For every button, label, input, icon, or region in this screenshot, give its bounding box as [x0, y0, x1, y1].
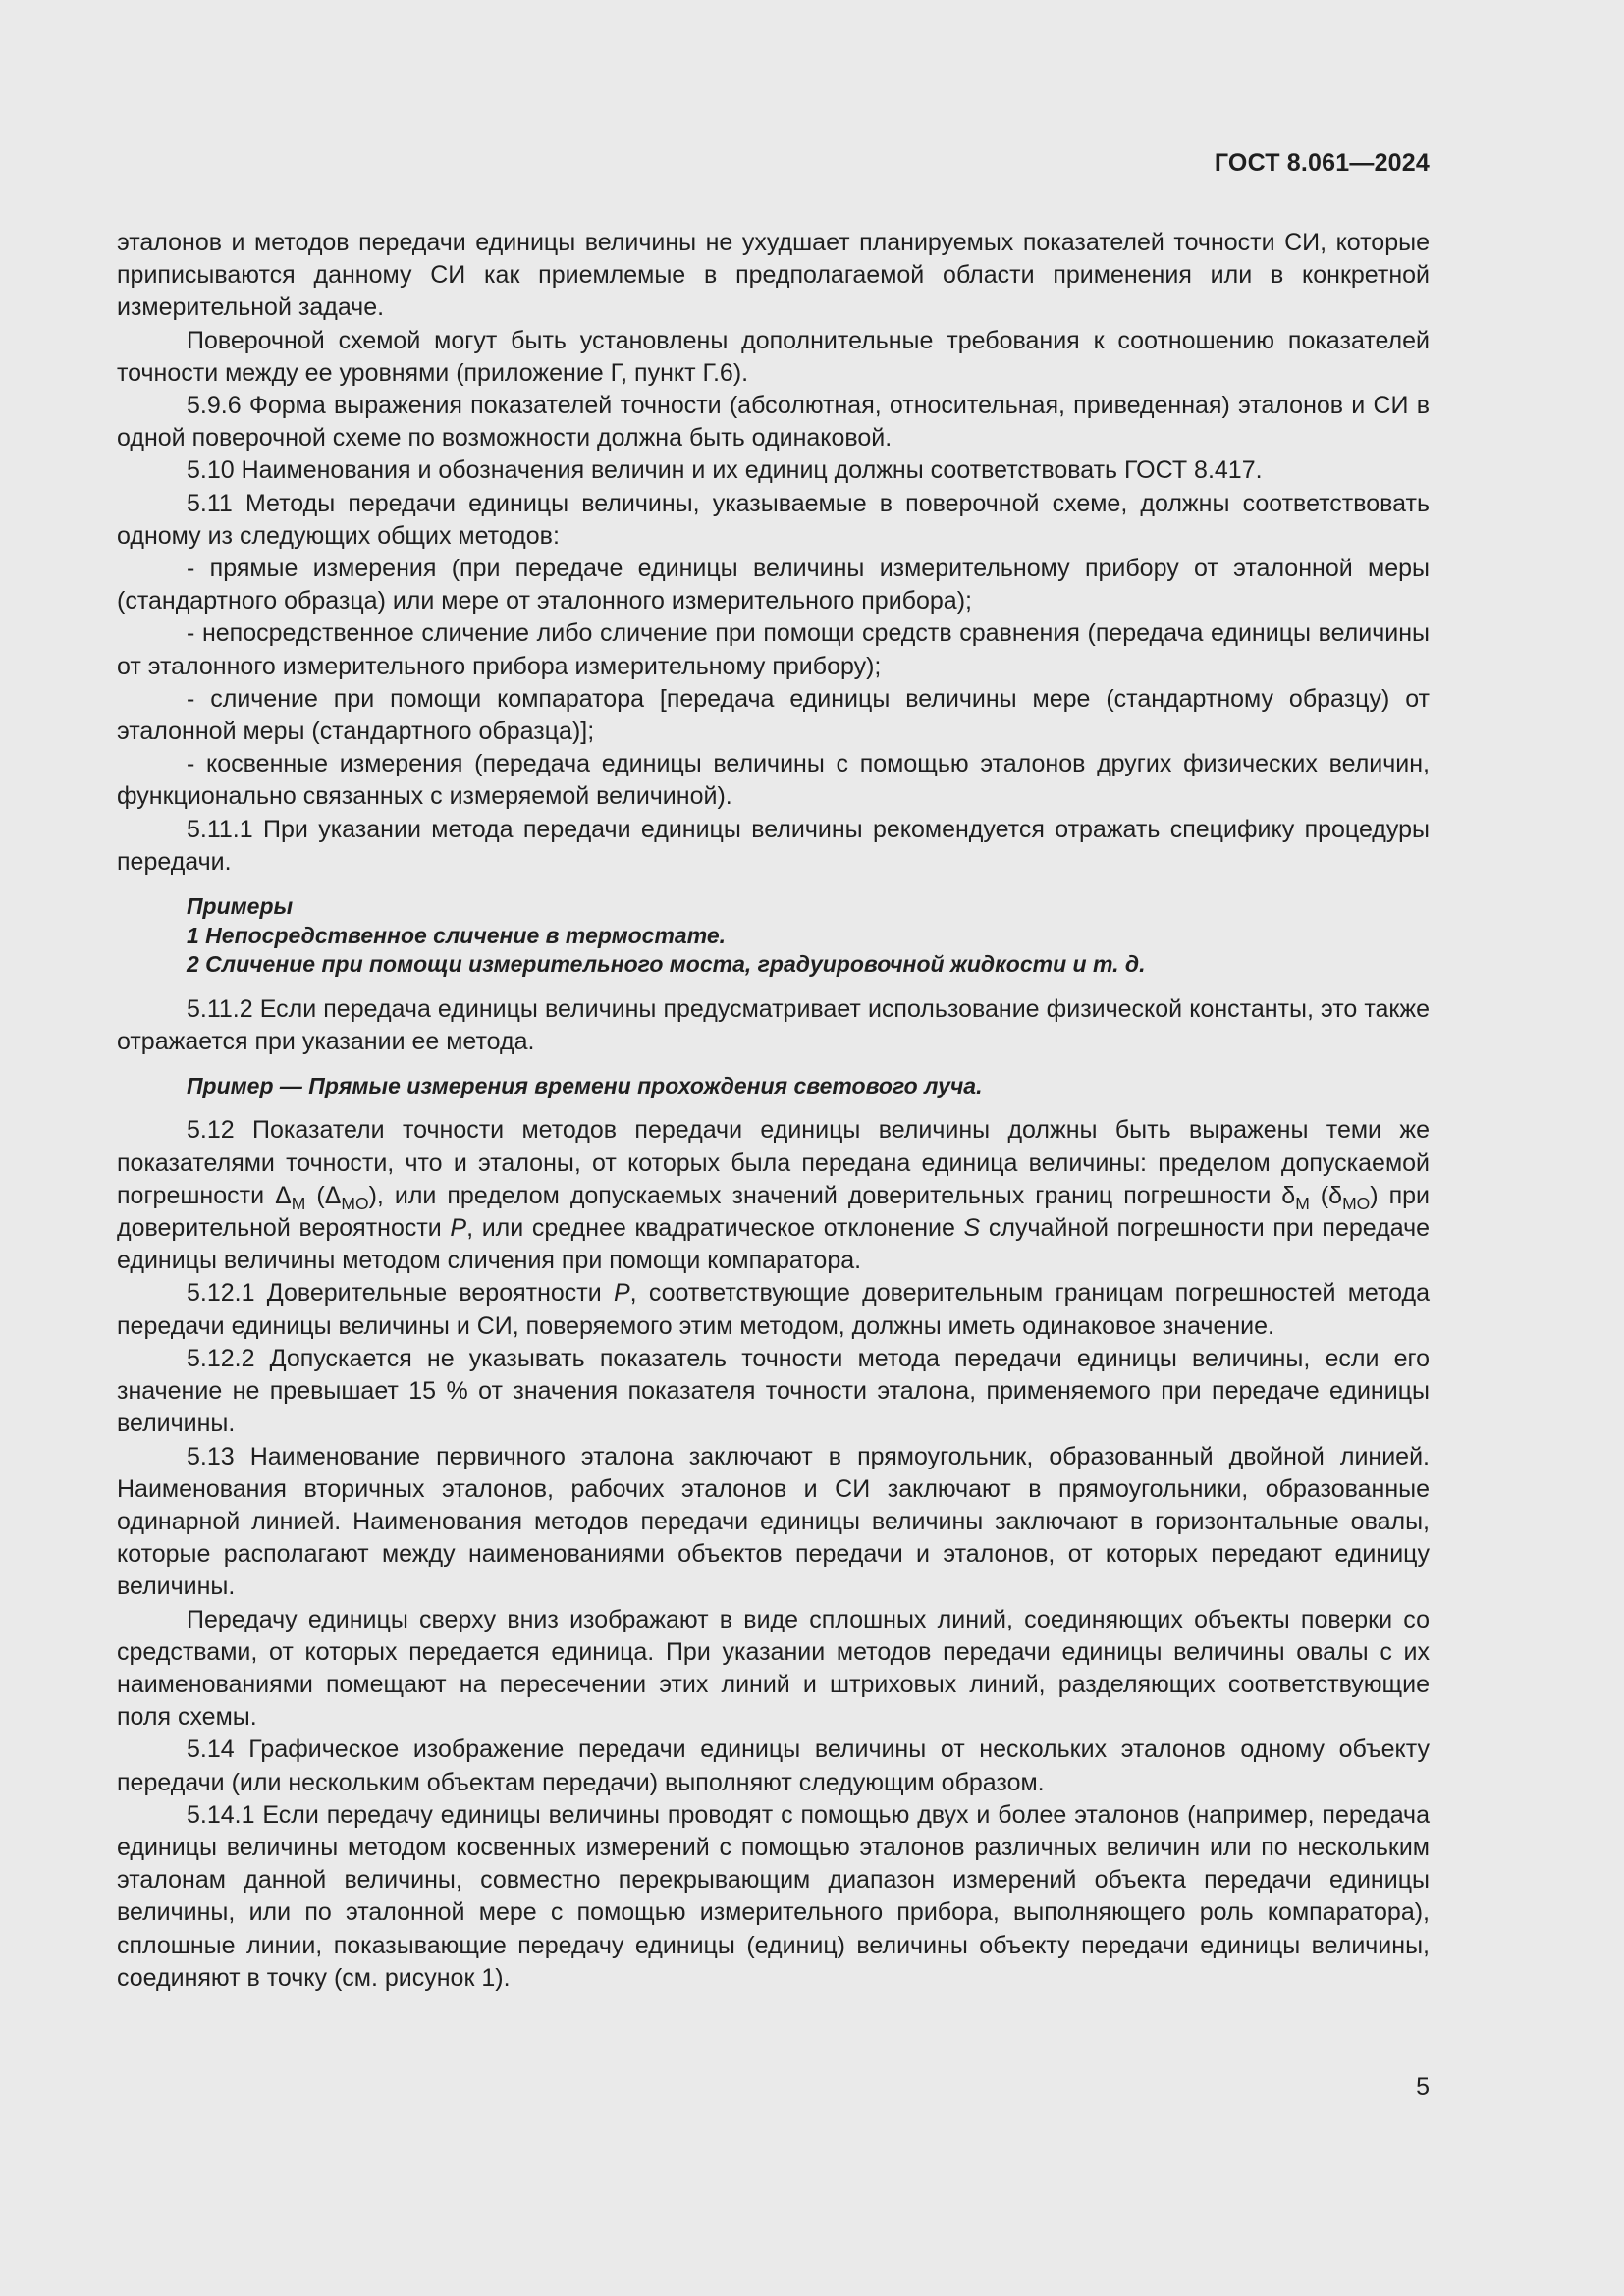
document-id-header: ГОСТ 8.061—2024: [1214, 149, 1430, 177]
clause-5-9-6: 5.9.6 Форма выражения показателей точности (абсолютная, относительная, приведенная) эталонов и СИ в одной поверочной схеме по возможности должна быть одинаковой.: [117, 392, 1430, 453]
clause-5-13: 5.13 Наименование первичного эталона заключают в прямоугольник, образованный двойной линией. Наименования вторичных эталонов, рабочих эталонов и СИ заключают в прямоугольники, образованные одинарной линией. Наименования методов передачи единицы величины заключают в горизонтальные овалы, которые располагают между наименованиями объектов передачи и эталонов, от которых передают единицу величины.: [117, 1442, 1430, 1601]
paragraph: Передачу единицы сверху вниз изображают в виде сплошных линий, соединяющих объекты поверки со средствами, от которых передается единица. При указании методов передачи единицы величины овалы с их наименованиями помещают на пересечении этих линий и штриховых линий, разделяющих соответствующие поля схемы.: [117, 1605, 1430, 1732]
clause-5-11-1: 5.11.1 При указании метода передачи единицы величины рекомендуется отражать специфику процедуры передачи.: [117, 815, 1430, 876]
list-item: - непосредственное сличение либо сличение при помощи средств сравнения (передача единицы величины от эталонного измерительного прибора измерительному прибору);: [117, 619, 1430, 680]
list-item: - косвенные измерения (передача единицы величины с помощью эталонов других физических величин, функционально связанных с измеряемой величиной).: [117, 750, 1430, 811]
clause-5-12: 5.12 Показатели точности методов передачи единицы величины должны быть выражены теми же показателями точности, что и эталоны, от которых была передана единица величины: пределом допускаемой погрешности $\Delta_М$ $(\Delta_{МО})$, или пределом допускаемых значений доверительных границ погрешности $\delta_М$ $(\delta_{МО})$ при доверительной вероятности P, или среднее квадратическое отклонение S случайной погрешности при передаче единицы величины методом сличения при помощи компаратора.: [117, 1116, 1431, 1275]
clause-5-10: 5.10 Наименования и обозначения величин и их единиц должны соответствовать ГОСТ 8.417.: [187, 456, 1263, 485]
example-item: 1 Непосредственное сличение в термостате.: [187, 922, 727, 948]
clause-5-14: 5.14 Графическое изображение передачи единицы величины от нескольких эталонов одному объекту передачи (или нескольким объектам передачи) выполняют следующим образом.: [117, 1735, 1430, 1796]
clause-5-12-2: 5.12.2 Допускается не указывать показатель точности метода передачи единицы величины, если его значение не превышает 15 % от значения показателя точности эталона, применяемого при передаче единицы величины.: [117, 1344, 1430, 1438]
clause-5-14-1: 5.14.1 Если передачу единицы величины проводят с помощью двух и более эталонов (например, передача единицы величины методом косвенных измерений с помощью эталонов различных величин или по нескольким эталонам данной величины, совместно перекрывающим диапазон измерений объекта передачи единицы величины, или по эталонной мере с помощью измерительного прибора, выполняющего роль компаратора), сплошные линии, показывающие передачу единицы (единиц) величины объекту передачи единицы величины, соединяют в точку (см. рисунок 1).: [117, 1800, 1430, 1992]
clause-5-12-1: 5.12.1 Доверительные вероятности P, соответствующие доверительным границам погрешностей метода передачи единицы величины и СИ, поверяемого этим методом, должны иметь одинаковое значение.: [117, 1279, 1430, 1340]
example-single: Пример — Прямые измерения времени прохождения светового луча.: [187, 1072, 983, 1098]
paragraph: Поверочной схемой могут быть установлены дополнительные требования к соотношению показателей точности между ее уровнями (приложение Г, пункт Г.6).: [117, 326, 1430, 387]
page-number: 5: [1416, 2073, 1430, 2101]
example-item: 2 Сличение при помощи измерительного моста, градуировочной жидкости и т. д.: [187, 951, 1146, 978]
clause-5-11: 5.11 Методы передачи единицы величины, указываемые в поверочной схеме, должны соответствовать одному из следующих общих методов:: [117, 489, 1430, 550]
clause-5-11-2: 5.11.2 Если передача единицы величины предусматривает использование физической константы, это также отражается при указании ее метода.: [117, 994, 1430, 1055]
paragraph: эталонов и методов передачи единицы величины не ухудшает планируемых показателей точности СИ, которые приписываются данному СИ как приемлемые в предполагаемой области применения или в конкретной измерительной задаче.: [117, 229, 1430, 322]
list-item: - прямые измерения (при передаче единицы величины измерительному прибору от эталонной меры (стандартного образца) или мере от эталонного измерительного прибора);: [117, 555, 1430, 615]
list-item: - сличение при помощи компаратора [передача единицы величины мере (стандартному образцу) от эталонной меры (стандартного образца)];: [117, 684, 1430, 746]
examples-heading: Примеры: [187, 893, 294, 920]
document-body: [117, 227, 1430, 1995]
